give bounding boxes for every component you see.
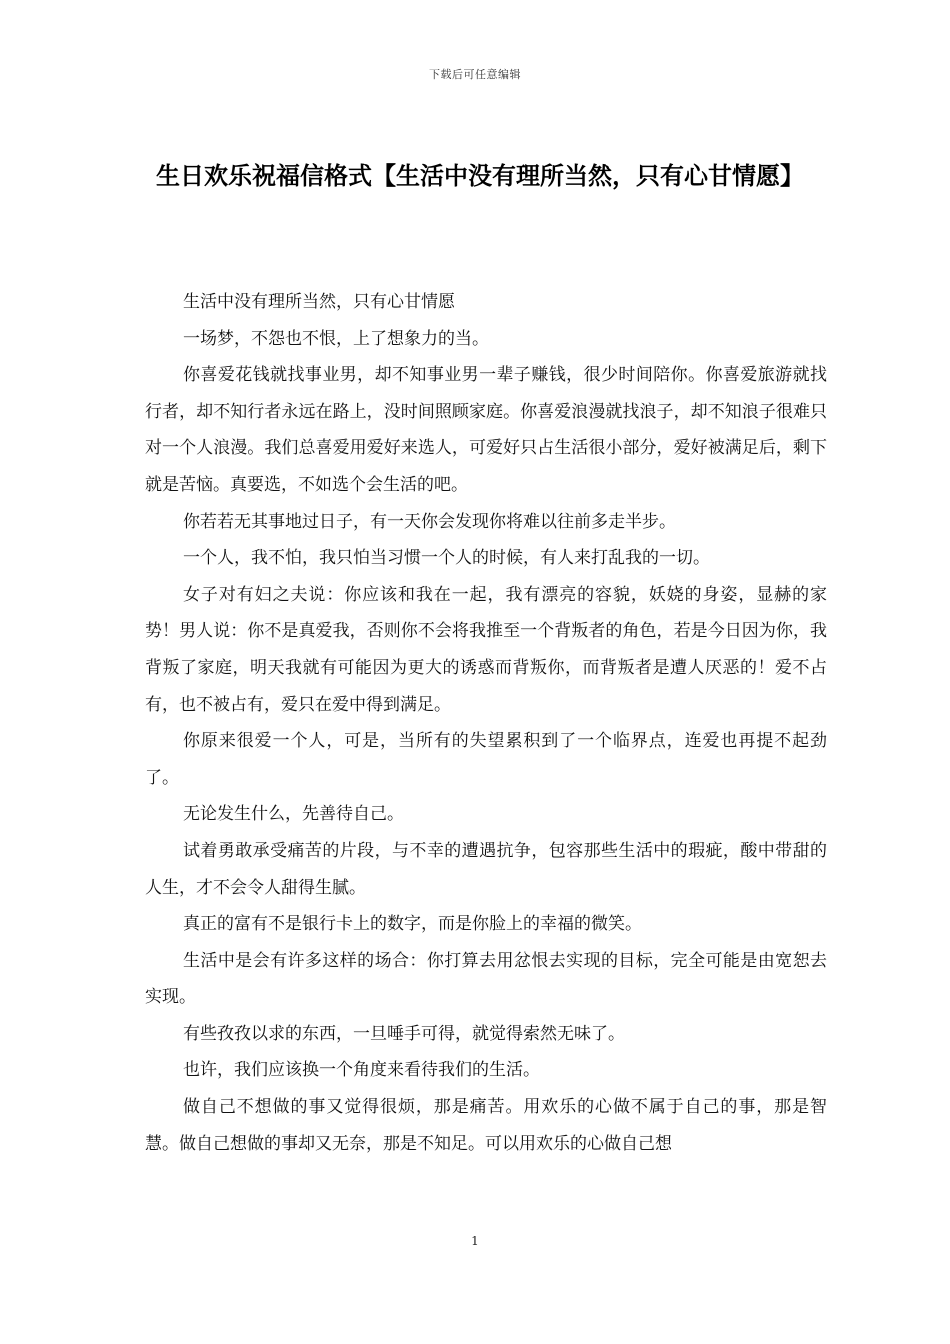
paragraph: 生活中是会有许多这样的场合：你打算去用忿恨去实现的目标，完全可能是由宽恕去实现。: [145, 950, 827, 1008]
paragraph: 无论发生什么，先善待自己。: [183, 804, 404, 825]
paragraph: 女子对有妇之夫说：你应该和我在一起，我有漂亮的容貌，妖娆的身姿，显赫的家势！男人说：你不是真爱我，否则你不会将我推至一个背叛者的角色，若是今日因为你，我背叛了家庭，明天我就有可能因为更大的诱惑而背叛你，而背叛者是遭人厌恶的！爱不占有，也不被占有，爱只在爱中得到满足。: [145, 584, 827, 715]
paragraph: 做自己不想做的事又觉得很烦，那是痛苦。用欢乐的心做不属于自己的事，那是智慧。做自己想做的事却又无奈，那是不知足。可以用欢乐的心做自己想: [145, 1097, 827, 1154]
paragraph: 你喜爱花钱就找事业男，却不知事业男一辈子赚钱，很少时间陪你。你喜爱旅游就找行者，却不知行者永远在路上，没时间照顾家庭。你喜爱浪漫就找浪子，却不知浪子很难只对一个人浪漫。我们总喜爱用爱好来选人，可爱好只占生活很小部分，爱好被满足后，剩下就是苦恼。真要选，不如选个会生活的吧。: [145, 365, 827, 495]
paragraph: 你若若无其事地过日子，有一天你会发现你将难以往前多走半步。: [183, 511, 676, 532]
header-note: 下载后可任意编辑: [429, 68, 521, 81]
document-title: 生日欢乐祝福信格式【生活中没有理所当然，只有心甘情愿】: [156, 162, 804, 190]
document-body: [145, 284, 827, 1162]
paragraph: 真正的富有不是银行卡上的数字，而是你脸上的幸福的微笑。: [183, 914, 642, 935]
paragraph: 试着勇敢承受痛苦的片段，与不幸的遭遇抗争，包容那些生活中的瑕疵，酸中带甜的人生，才不会令人甜得生腻。: [145, 840, 827, 898]
paragraph: 生活中没有理所当然，只有心甘情愿: [183, 292, 455, 312]
page-number: 1: [471, 1234, 479, 1248]
paragraph: 你原来很爱一个人，可是，当所有的失望累积到了一个临界点，连爱也再提不起劲了。: [145, 731, 827, 788]
paragraph: 有些孜孜以求的东西，一旦唾手可得，就觉得索然无味了。: [183, 1023, 625, 1044]
paragraph: 一场梦，不怨也不恨，上了想象力的当。: [183, 328, 489, 349]
paragraph: 一个人，我不怕，我只怕当习惯一个人的时候，有人来打乱我的一切。: [183, 548, 710, 569]
paragraph: 也许，我们应该换一个角度来看待我们的生活。: [183, 1060, 540, 1081]
